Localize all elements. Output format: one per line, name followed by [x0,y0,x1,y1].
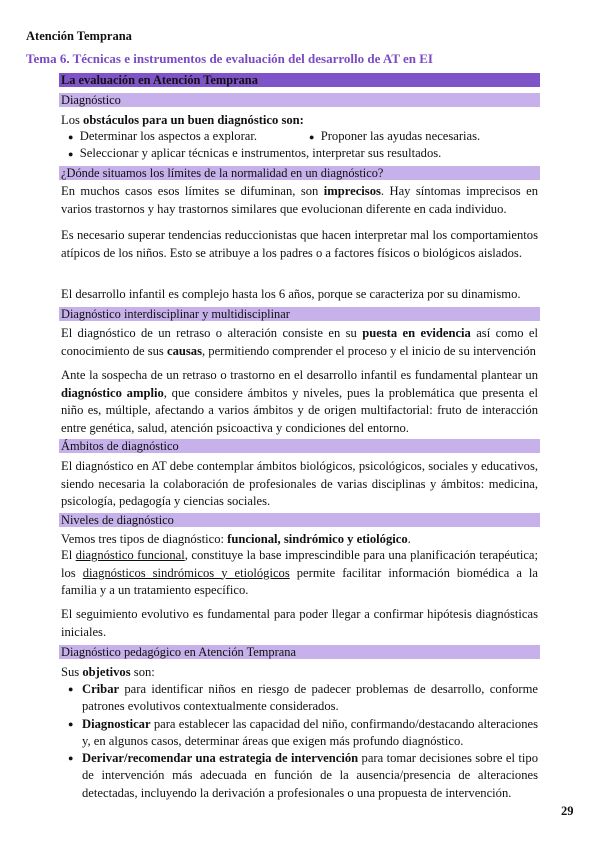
niveles-paragraph-2: El diagnóstico funcional, constituye la base imprescindible para una planificación terapéutica; los diagnósticos sindrómicos y etiológicos permite facilitar información biomédica a la familia y a un tratamiento específico. [61,548,538,597]
list-item: ● Diagnosticar para establecer las capacidad del niño, confirmando/destacando alteraciones y, en algunos casos, determinar áreas que exigen más profundo diagnóstico. [68,716,538,748]
obstacle-item: ● Determinar los aspectos a explorar. [68,129,258,143]
niveles-paragraph-1: Vemos tres tipos de diagnóstico: funcional, sindrómico y etiológico. [61,532,411,546]
section-heading-limites: ¿Dónde situamos los límites de la normalidad en un diagnóstico? [59,166,540,180]
section-heading-diagnostico: Diagnóstico [59,93,540,107]
section-title-evaluacion: La evaluación en Atención Temprana [59,73,540,87]
obstacle-item: ● Proponer las ayudas necesarias. [309,129,481,143]
list-item: ● Derivar/recomendar una estrategia de intervención para tomar decisiones sobre el tipo de intervención más adecuada en función de la ausencia/presencia de alteraciones detectadas, incluyendo la derivación a profesionales o una propuesta de intervención. [68,751,538,800]
limites-paragraph-2: Es necesario superar tendencias reduccionistas que hacen interpretar mal los comportamientos atípicos de los niños. Esto se atribuye a los padres o a factores físicos o biológicos aislados. [61,228,538,260]
page-number: 29 [561,804,574,818]
section-heading-pedagogico: Diagnóstico pedagógico en Atención Temprana [59,645,540,659]
bullet-icon: ● [68,149,74,159]
bullet-icon: ● [309,132,315,142]
bullet-icon: ● [68,684,74,694]
limites-paragraph-3: El desarrollo infantil es complejo hasta los 6 años, porque se caracteriza por su dinamismo. [61,287,521,301]
topic-title: Tema 6. Técnicas e instrumentos de evaluación del desarrollo de AT en EI [26,51,433,66]
bullet-icon: ● [68,753,74,764]
course-header: Atención Temprana [26,29,132,43]
list-item: ● Cribar para identificar niños en riesgo de padecer problemas de desarrollo, conforme patrones evolutivos contextualmente considerados. [68,682,538,714]
obstacles-intro: Los obstáculos para un buen diagnóstico son: [61,113,304,127]
bullet-icon: ● [68,718,74,729]
section-heading-ambitos: Ámbitos de diagnóstico [59,439,540,453]
bullet-icon: ● [68,132,74,142]
objetivos-intro: Sus objetivos son: [61,665,155,679]
interdisciplinar-paragraph-1: El diagnóstico de un retraso o alteración consiste en su puesta en evidencia así como el conocimiento de sus causas, permitiendo comprender el proceso y el inicio de su intervención [61,326,538,358]
ambitos-paragraph: El diagnóstico en AT debe contemplar ámbitos biológicos, psicológicos, sociales y educativos, siendo necesaria la colaboración de profesionales de varias disciplinas y ámbitos: medicina, psicología, pedagogía y ciencias sociales. [61,459,538,508]
section-heading-interdisciplinar: Diagnóstico interdisciplinar y multidisciplinar [59,307,540,321]
niveles-paragraph-3: El seguimiento evolutivo es fundamental para poder llegar a confirmar hipótesis diagnósticas iniciales. [61,607,538,639]
limites-paragraph-1: En muchos casos esos límites se difuminan, son imprecisos. Hay síntomas imprecisos en varios trastornos y hay trastornos similares que evolucionan diferente en cada individuo. [61,184,538,216]
interdisciplinar-paragraph-2: Ante la sospecha de un retraso o trastorno en el desarrollo infantil es fundamental plantear un diagnóstico amplio, que considere ámbitos y niveles, pues la problemática que presenta el niño es, múltiple, afectando a varios ámbitos y de origen multifactorial: fruto de interacción entre genética, salud, atención psicoactiva y condiciones del entorno. [61,368,538,435]
section-heading-niveles: Niveles de diagnóstico [59,513,540,527]
objetivos-list [60,681,538,802]
obstacle-item: ● Seleccionar y aplicar técnicas e instrumentos, interpretar sus resultados. [68,146,442,160]
